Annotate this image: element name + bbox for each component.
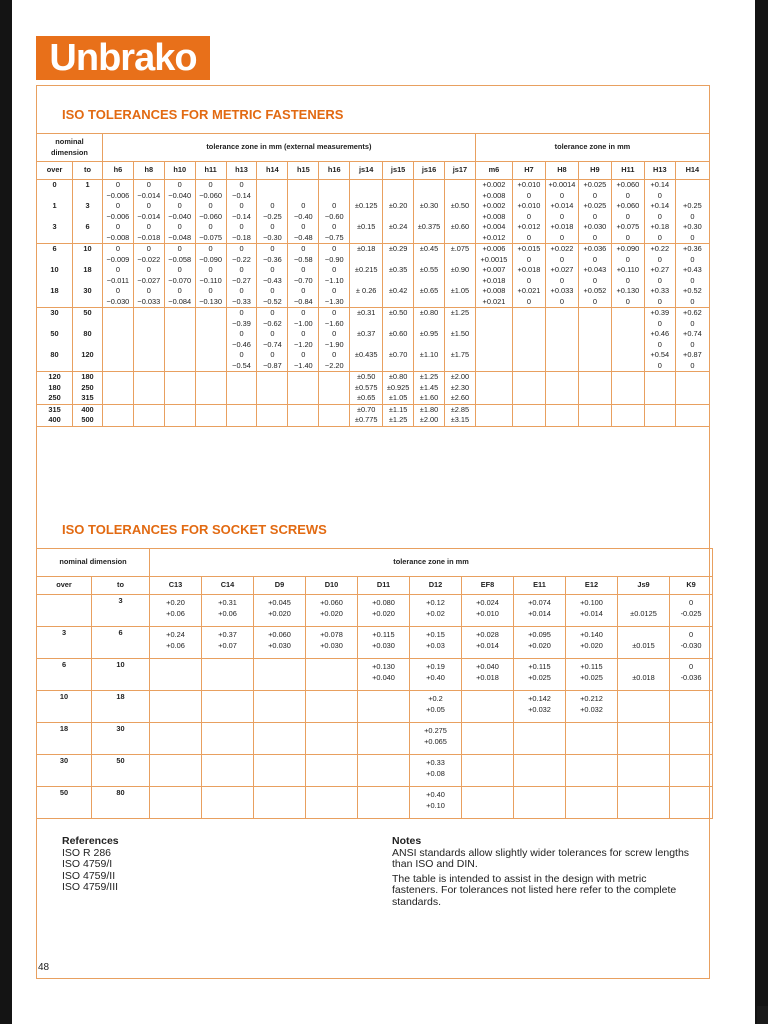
table-row [37,180,710,244]
value-cell [306,691,358,723]
value-cell [226,372,257,405]
column-header: h13 [226,162,257,180]
value-cell [150,723,202,755]
column-header: K9 [670,577,713,595]
table-row [37,595,713,627]
value-cell: 0 −0.014 0 −0.014 0 −0.018 [133,180,164,244]
column-header: H13 [644,162,675,180]
to-cell: 30 [92,723,150,755]
value-cell [254,659,306,691]
column-header: H14 [675,162,709,180]
value-cell: +0.115 +0.025 [514,659,566,691]
column-header: to [92,577,150,595]
value-cell [102,372,133,405]
value-cell [618,723,670,755]
value-cell: ±0.29 ±0.35 ±0.42 [383,244,414,308]
value-cell: +0.24 +0.06 [150,627,202,659]
value-cell: +0.010 0 +0.010 0 +0.012 0 [512,180,545,244]
value-cell [512,308,545,372]
value-cell: 0 −0.060 0 −0.060 0 −0.075 [195,180,226,244]
value-cell [670,691,713,723]
value-cell: ±0.015 [618,627,670,659]
column-header: H9 [578,162,611,180]
value-cell: ±0.80 ±0.95 ±1.10 [414,308,445,372]
value-cell: ±1.25 ±1.50 ±1.75 [444,308,475,372]
value-cell: ±0.20 ±0.24 [383,180,414,244]
value-cell [257,404,288,426]
value-cell [195,308,226,372]
value-cell: +0.078 +0.030 [306,627,358,659]
to-cell: 6 [92,627,150,659]
table-row [37,308,710,372]
value-cell: ±1.15 ±1.25 [383,404,414,426]
column-header: E12 [566,577,618,595]
value-cell [306,755,358,787]
over-cell: 50 [37,787,92,819]
value-cell: 0 −0.25 0 −0.30 [257,180,288,244]
value-cell: +0.40 +0.10 [410,787,462,819]
value-cell [202,659,254,691]
value-cell: +0.040 +0.018 [462,659,514,691]
to-cell: 400 500 [73,404,103,426]
column-header: h8 [133,162,164,180]
table-row [37,404,710,426]
value-cell [462,691,514,723]
value-cell [644,404,675,426]
value-cell [611,308,644,372]
column-header: js14 [350,162,383,180]
value-cell [514,723,566,755]
value-cell [195,372,226,405]
value-cell [670,755,713,787]
value-cell [545,404,578,426]
column-header: h14 [257,162,288,180]
value-cell: +0.095 +0.020 [514,627,566,659]
to-cell: 10 [92,659,150,691]
to-cell: 80 [92,787,150,819]
column-header: h11 [195,162,226,180]
table-row [37,723,713,755]
value-cell [611,404,644,426]
value-cell: +0.142 +0.032 [514,691,566,723]
to-cell: 10 18 30 [73,244,103,308]
to-cell: 50 [92,755,150,787]
value-cell [254,691,306,723]
external-zone-header: tolerance zone in mm (external measurements) [102,134,475,162]
value-cell: +0.0014 0 +0.014 0 +0.018 0 [545,180,578,244]
value-cell [195,404,226,426]
value-cell [102,404,133,426]
value-cell [475,404,512,426]
value-cell: +0.024 +0.010 [462,595,514,627]
column-header: E11 [514,577,566,595]
value-cell [644,372,675,405]
value-cell [514,755,566,787]
reference-item: ISO 4759/III [62,881,119,893]
value-cell: 0 −0.36 0 −0.43 0 −0.52 [257,244,288,308]
note-item: The table is intended to assist in the design with metric fasteners. For tolerances not listed here refer to the complete standards. [392,872,677,908]
column-header: over [37,162,73,180]
value-cell: ±0.70 ±0.775 [350,404,383,426]
value-cell [611,372,644,405]
value-cell: ±2.00 ±2.30 ±2.60 [444,372,475,405]
value-cell: +0.2 +0.05 [410,691,462,723]
value-cell: 0 −0.90 0 −1.10 0 −1.30 [319,244,350,308]
value-cell: +0.212 +0.032 [566,691,618,723]
table-row [37,244,710,308]
over-cell: 30 50 80 [37,308,73,372]
value-cell [306,659,358,691]
column-header: h15 [288,162,319,180]
table-row [37,691,713,723]
to-cell: 18 [92,691,150,723]
value-cell: +0.074 +0.014 [514,595,566,627]
column-header: h10 [164,162,195,180]
brand-logo: Unbrako [36,36,210,80]
value-cell [150,755,202,787]
value-cell: +0.275 +0.065 [410,723,462,755]
column-header: H7 [512,162,545,180]
value-cell [202,691,254,723]
value-cell: +0.36 0 +0.43 0 +0.52 0 [675,244,709,308]
value-cell: ±2.85 ±3.15 [444,404,475,426]
value-cell [133,308,164,372]
value-cell: ±0.45 ±0.55 ±0.65 [414,244,445,308]
value-cell: +0.115 +0.025 [566,659,618,691]
note-item: ANSI standards allow slightly wider tolerances for screw lengths than ISO and DIN. [392,846,690,870]
value-cell: +0.25 0 +0.30 0 [675,180,709,244]
column-header: to [73,162,103,180]
value-cell [164,372,195,405]
value-cell [257,372,288,405]
value-cell: ±0.125 ±0.15 [350,180,383,244]
column-header: h16 [319,162,350,180]
value-cell [618,755,670,787]
value-cell: +0.130 +0.040 [358,659,410,691]
over-cell: 18 [37,723,92,755]
value-cell: 0 −0.090 0 −0.110 0 −0.130 [195,244,226,308]
value-cell: ±1.80 ±2.00 [414,404,445,426]
value-cell [462,755,514,787]
over-cell: 6 [37,659,92,691]
value-cell [618,691,670,723]
column-header: EF8 [462,577,514,595]
value-cell: ±0.30 ±0.375 [414,180,445,244]
section-title-metric-fasteners: ISO TOLERANCES FOR METRIC FASTENERS [62,107,344,122]
column-header: js15 [383,162,414,180]
to-cell: 180 250 315 [73,372,103,405]
value-cell [578,308,611,372]
value-cell: 0 −0.009 0 −0.011 0 −0.030 [102,244,133,308]
value-cell: +0.37 +0.07 [202,627,254,659]
value-cell: +0.006 +0.0015 +0.007 +0.018 +0.008 +0.021 [475,244,512,308]
value-cell [545,372,578,405]
value-cell [675,372,709,405]
value-cell [202,755,254,787]
table-row [37,755,713,787]
value-cell: +0.060 0 +0.060 0 +0.075 0 [611,180,644,244]
value-cell: +0.028 +0.014 [462,627,514,659]
value-cell: +0.015 0 +0.018 0 +0.021 0 [512,244,545,308]
over-cell: 10 [37,691,92,723]
scroll-edge [757,1006,768,1024]
value-cell: +0.022 0 +0.027 0 +0.033 0 [545,244,578,308]
value-cell: +0.115 +0.030 [358,627,410,659]
value-cell [164,404,195,426]
socket-screws-table [36,548,713,819]
value-cell [512,404,545,426]
value-cell [288,404,319,426]
value-cell [566,723,618,755]
value-cell: ±0.50 ±0.60 ±0.70 [383,308,414,372]
value-cell: +0.20 +0.06 [150,595,202,627]
value-cell: 0 -0.025 [670,595,713,627]
to-cell: 3 [92,595,150,627]
value-cell: 0 −0.22 0 −0.27 0 −0.33 [226,244,257,308]
value-cell: ±.075 ±0.90 ±1.05 [444,244,475,308]
table-row [37,787,713,819]
value-cell [150,787,202,819]
value-cell [102,308,133,372]
value-cell: 0 −0.14 0 −0.14 0 −0.18 [226,180,257,244]
value-cell [358,787,410,819]
page-number: 48 [38,962,50,973]
value-cell: +0.002 +0.008 +0.002 +0.008 +0.004 +0.012 [475,180,512,244]
value-cell: 0 −0.58 0 −0.70 0 −0.84 [288,244,319,308]
value-cell [306,723,358,755]
value-cell [675,404,709,426]
value-cell: 0 −0.62 0 −0.74 0 −0.87 [257,308,288,372]
reference-item: ISO R 286 [62,846,112,859]
value-cell [133,372,164,405]
column-header: H8 [545,162,578,180]
value-cell: +0.33 +0.08 [410,755,462,787]
value-cell [358,691,410,723]
value-cell: 0 −0.006 0 −0.006 0 −0.008 [102,180,133,244]
value-cell [254,787,306,819]
value-cell: 0 -0.036 [670,659,713,691]
value-cell: 0 −0.022 0 −0.027 0 −0.033 [133,244,164,308]
column-header: m6 [475,162,512,180]
column-header: D10 [306,577,358,595]
value-cell: ±0.018 [618,659,670,691]
over-cell: 6 10 18 [37,244,73,308]
value-cell [545,308,578,372]
value-cell [306,787,358,819]
over-cell: 0 1 3 [37,180,73,244]
value-cell: 0 −1.60 0 −1.90 0 −2.20 [319,308,350,372]
value-cell: 0 −0.058 0 −0.070 0 −0.084 [164,244,195,308]
value-cell: 0 −0.040 0 −0.040 0 −0.048 [164,180,195,244]
section-title-socket-screws: ISO TOLERANCES FOR SOCKET SCREWS [62,522,327,537]
value-cell [670,723,713,755]
value-cell: +0.060 +0.020 [306,595,358,627]
value-cell: ±0.18 ±0.215 ± 0.26 [350,244,383,308]
notes-block [392,836,692,908]
value-cell: +0.045 +0.020 [254,595,306,627]
value-cell [150,659,202,691]
value-cell: 0 −0.40 0 −0.48 [288,180,319,244]
value-cell [202,723,254,755]
metric-fasteners-table [36,133,710,427]
socket-zone-header: tolerance zone in mm [150,549,713,577]
value-cell [319,404,350,426]
value-cell: 0 −1.00 0 −1.20 0 −1.40 [288,308,319,372]
column-header: D9 [254,577,306,595]
value-cell [150,691,202,723]
value-cell: +0.39 0 +0.46 0 +0.54 0 [644,308,675,372]
value-cell: ±1.25 ±1.45 ±1.60 [414,372,445,405]
table-row [37,659,713,691]
column-header: over [37,577,92,595]
to-cell: 1 3 6 [73,180,103,244]
reference-item: ISO 4759/I [62,858,113,870]
reference-item: ISO 4759/II [62,869,116,882]
references-block [62,836,119,894]
value-cell: 0 −0.39 0 −0.46 0 −0.54 [226,308,257,372]
value-cell [133,404,164,426]
to-cell: 50 80 120 [73,308,103,372]
value-cell [618,787,670,819]
value-cell [226,404,257,426]
value-cell [670,787,713,819]
column-header: Js9 [618,577,670,595]
value-cell [319,372,350,405]
value-cell: +0.15 +0.03 [410,627,462,659]
references-title: References [62,835,119,847]
column-header: D11 [358,577,410,595]
value-cell: +0.080 +0.020 [358,595,410,627]
column-header: h6 [102,162,133,180]
notes-title: Notes [392,835,422,847]
value-cell: +0.12 +0.02 [410,595,462,627]
value-cell: 0 -0.030 [670,627,713,659]
value-cell [288,372,319,405]
value-cell: ±0.80 ±0.925 ±1.05 [383,372,414,405]
column-header: D12 [410,577,462,595]
document-page [12,0,755,1024]
value-cell [566,755,618,787]
value-cell: ±0.50 ±0.575 ±0.65 [350,372,383,405]
column-header: js16 [414,162,445,180]
value-cell [358,723,410,755]
column-header: C13 [150,577,202,595]
table-row [37,627,713,659]
value-cell: +0.31 +0.06 [202,595,254,627]
value-cell [462,787,514,819]
value-cell: +0.140 +0.020 [566,627,618,659]
value-cell: +0.100 +0.014 [566,595,618,627]
value-cell [462,723,514,755]
internal-zone-header: tolerance zone in mm [475,134,709,162]
nominal-dimension-header: nominal dimension [37,134,103,162]
value-cell [254,723,306,755]
value-cell [254,755,306,787]
socket-nominal-header: nominal dimension [37,549,150,577]
value-cell: +0.19 +0.40 [410,659,462,691]
value-cell: 0 −0.60 0 −0.75 [319,180,350,244]
value-cell: +0.62 0 +0.74 0 +0.87 0 [675,308,709,372]
over-cell [37,595,92,627]
value-cell: +0.090 0 +0.110 0 +0.130 0 [611,244,644,308]
over-cell: 120 180 250 [37,372,73,405]
over-cell: 30 [37,755,92,787]
value-cell [578,404,611,426]
value-cell [164,308,195,372]
value-cell [566,787,618,819]
value-cell [202,787,254,819]
value-cell [358,755,410,787]
column-header: C14 [202,577,254,595]
value-cell [514,787,566,819]
value-cell: +0.22 0 +0.27 0 +0.33 0 [644,244,675,308]
over-cell: 315 400 [37,404,73,426]
value-cell [578,372,611,405]
column-header: H11 [611,162,644,180]
table-row [37,372,710,405]
value-cell: +0.14 0 +0.14 0 +0.18 0 [644,180,675,244]
value-cell: ±0.50 ±0.60 [444,180,475,244]
value-cell: +0.025 0 +0.025 0 +0.030 0 [578,180,611,244]
value-cell [475,372,512,405]
value-cell: +0.060 +0.030 [254,627,306,659]
value-cell: ±0.0125 [618,595,670,627]
value-cell: ±0.31 ±0.37 ±0.435 [350,308,383,372]
column-header: js17 [444,162,475,180]
value-cell: +0.036 0 +0.043 0 +0.052 0 [578,244,611,308]
over-cell: 3 [37,627,92,659]
value-cell [475,308,512,372]
value-cell [512,372,545,405]
